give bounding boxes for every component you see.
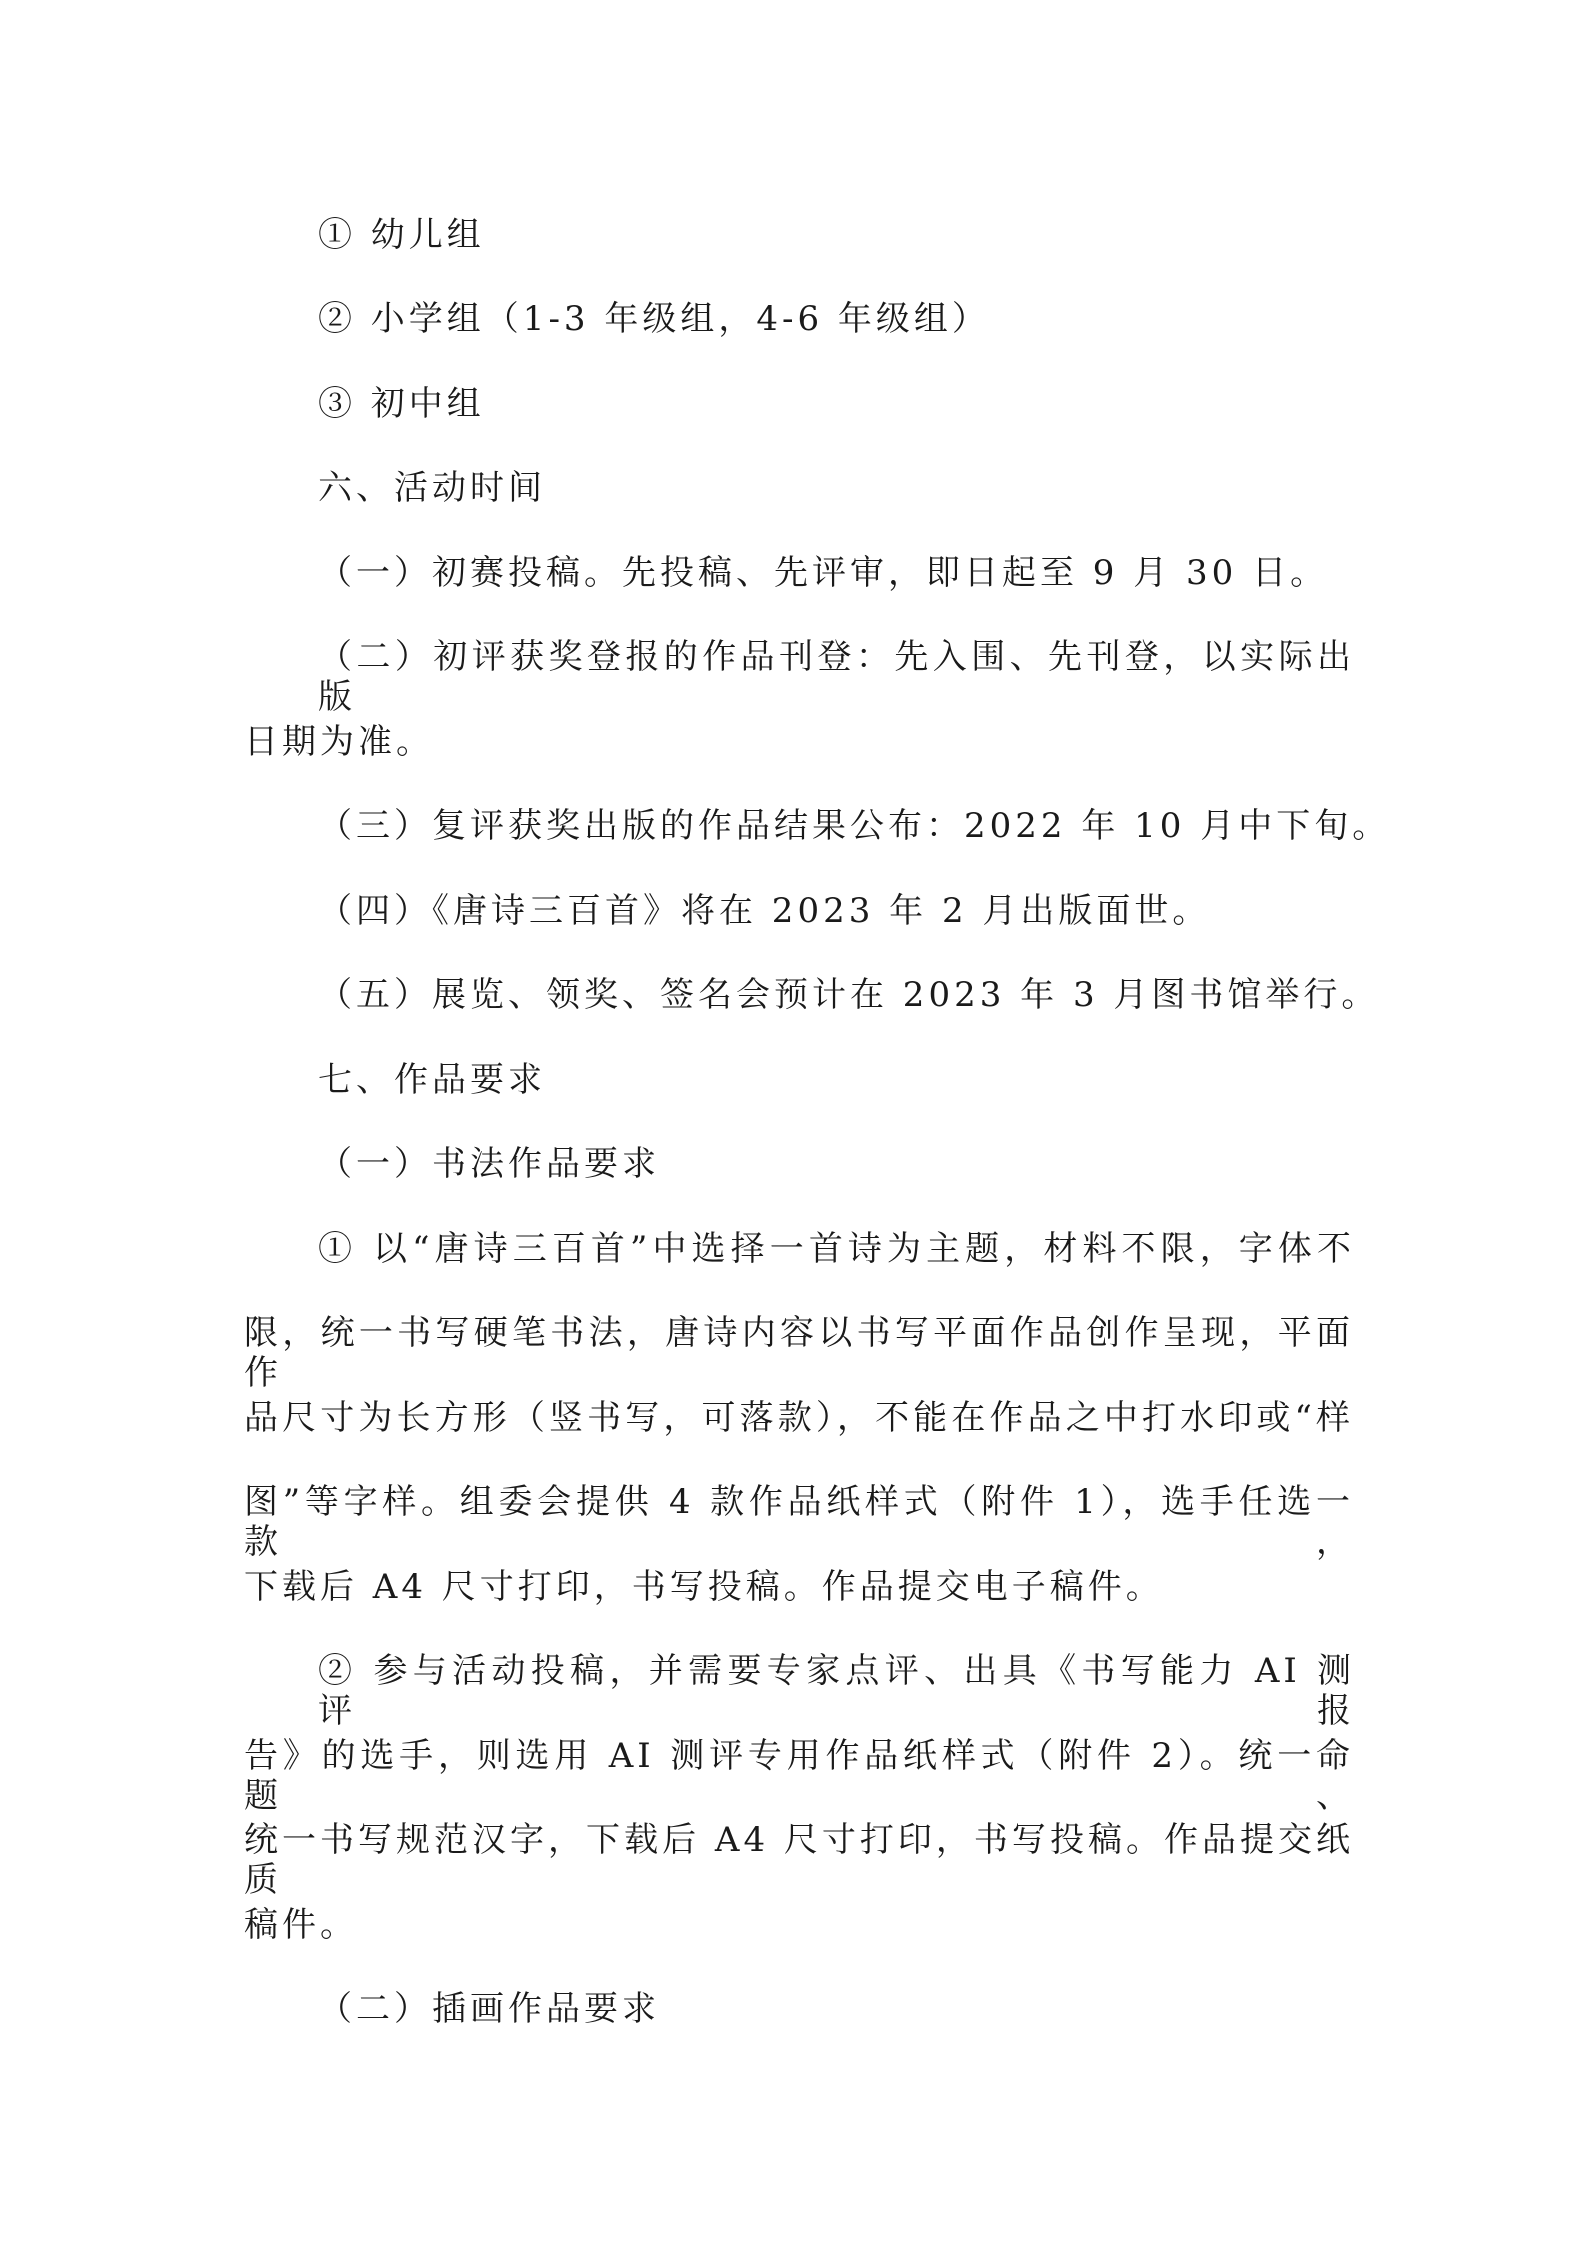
group-kindergarten: ① 幼儿组 (318, 215, 485, 255)
calligraphy-para1-line5: 下载后 A4 尺寸打印，书写投稿。作品提交电子稿件。 (244, 1567, 1164, 1607)
calligraphy-para2-line4: 稿件。 (244, 1905, 358, 1945)
schedule-item-5: （五）展览、领奖、签名会预计在 2023 年 3 月图书馆举行。 (318, 975, 1380, 1015)
calligraphy-para2-line2: 告》的选手，则选用 AI 测评专用作品纸样式（附件 2）。统一命题、 (244, 1736, 1354, 1816)
subheading-calligraphy: （一）书法作品要求 (318, 1144, 660, 1184)
schedule-item-3: （三）复评获奖出版的作品结果公布：2022 年 10 月中下旬。 (318, 806, 1391, 846)
group-junior-high: ③ 初中组 (318, 384, 485, 424)
calligraphy-para1-line4: 图”等字样。组委会提供 4 款作品纸样式（附件 1），选手任选一款， (244, 1482, 1354, 1562)
schedule-item-1: （一）初赛投稿。先投稿、先评审，即日起至 9 月 30 日。 (318, 553, 1329, 593)
calligraphy-para2-line1: ② 参与活动投稿，并需要专家点评、出具《书写能力 AI 测评报 (318, 1651, 1355, 1731)
group-primary: ② 小学组（1-3 年级组，4-6 年级组） (318, 299, 990, 339)
schedule-item-4: （四）《唐诗三百首》将在 2023 年 2 月出版面世。 (318, 891, 1211, 931)
schedule-item-2-line2: 日期为准。 (244, 722, 434, 762)
calligraphy-para2-line3: 统一书写规范汉字，下载后 A4 尺寸打印，书写投稿。作品提交纸质 (244, 1820, 1354, 1900)
subheading-illustration: （二）插画作品要求 (318, 1989, 660, 2029)
calligraphy-para1-line2: 限，统一书写硬笔书法，唐诗内容以书写平面作品创作呈现，平面作 (244, 1313, 1354, 1393)
calligraphy-para1-line1: ① 以“唐诗三百首”中选择一首诗为主题，材料不限，字体不 (318, 1229, 1355, 1269)
section-heading-requirements: 七、作品要求 (318, 1060, 546, 1100)
schedule-item-2-line1: （二）初评获奖登报的作品刊登：先入围、先刊登，以实际出版 (318, 637, 1355, 717)
calligraphy-para1-line3: 品尺寸为长方形（竖书写，可落款），不能在作品之中打水印或“样 (244, 1398, 1354, 1438)
section-heading-schedule: 六、活动时间 (318, 468, 546, 508)
